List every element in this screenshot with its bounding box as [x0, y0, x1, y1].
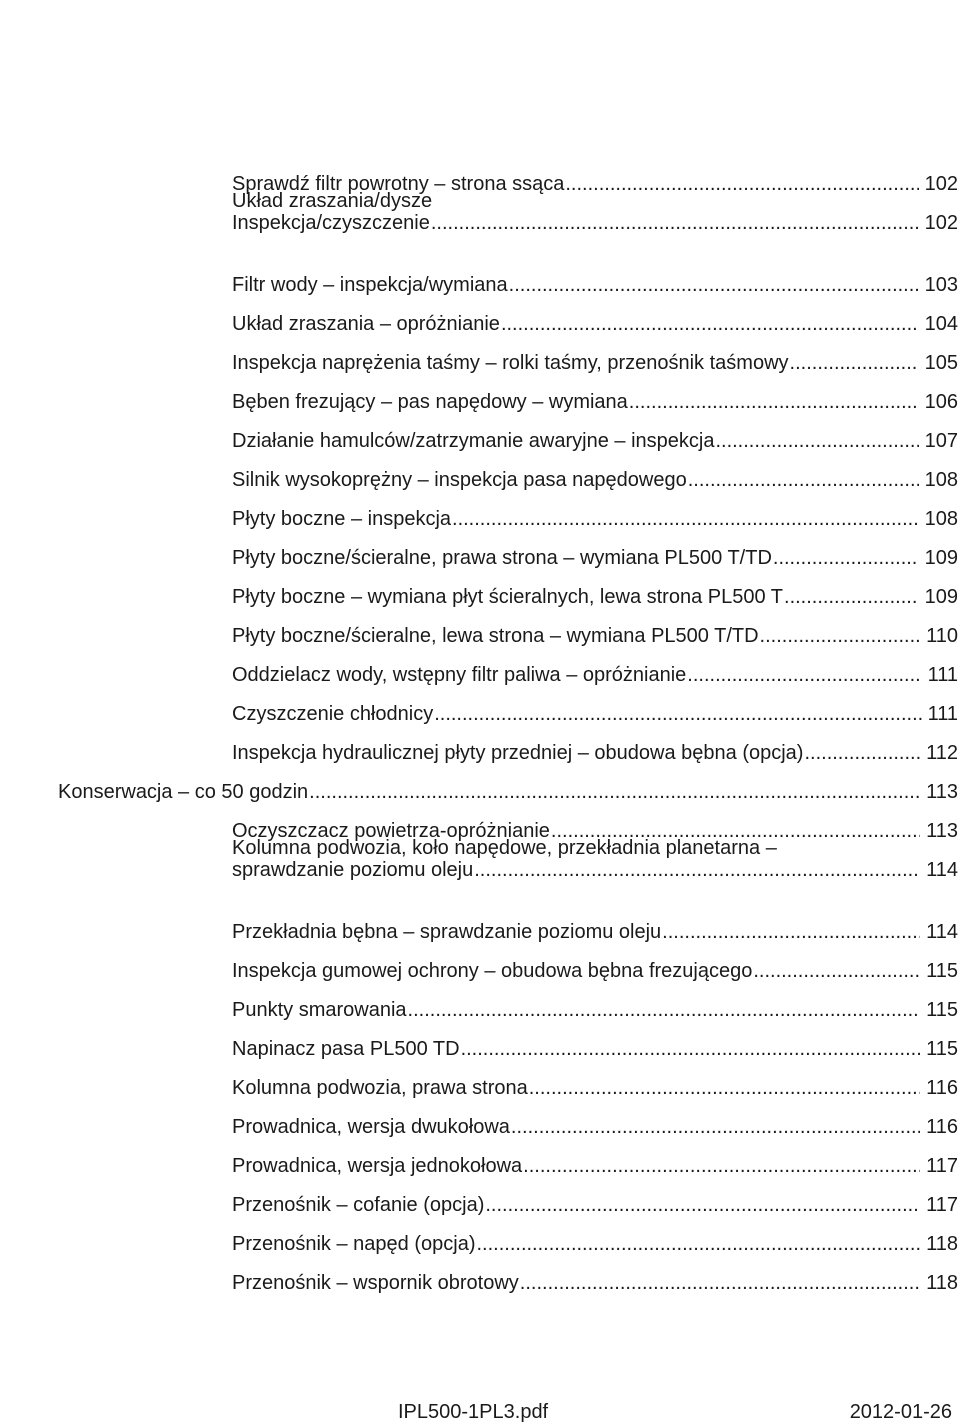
toc-entry[interactable] [232, 1038, 958, 1060]
toc-dot-leader [804, 742, 920, 764]
toc-dot-leader [753, 960, 920, 982]
toc-dot-leader [520, 1272, 920, 1294]
toc-entry-title: Przenośnik – cofanie (opcja) [232, 1194, 485, 1216]
toc-entry-title: Inspekcja naprężenia taśmy – rolki taśmy, przenośnik taśmowy [232, 352, 789, 374]
toc-dot-leader [501, 313, 919, 335]
toc-entry[interactable] [232, 742, 958, 764]
toc-entry[interactable] [232, 664, 958, 686]
toc-entry[interactable] [232, 960, 958, 982]
toc-entry-title: sprawdzanie poziomu oleju [232, 859, 474, 881]
toc-page-number: 111 [927, 703, 958, 725]
toc-page-number: 106 [924, 391, 958, 413]
toc-entry-title: Płyty boczne – inspekcja [232, 508, 452, 530]
toc-entry[interactable] [232, 837, 958, 881]
toc-page-number: 113 [926, 781, 958, 803]
toc-entry[interactable] [232, 1155, 958, 1177]
toc-dot-leader [773, 547, 919, 569]
toc-entry[interactable] [232, 430, 958, 452]
toc-entry-title: Napinacz pasa PL500 TD [232, 1038, 460, 1060]
toc-page-number: 116 [926, 1116, 958, 1138]
toc-dot-leader [434, 703, 921, 725]
toc-page-number: 102 [924, 212, 958, 234]
toc-entry-title: Czyszczenie chłodnicy [232, 703, 434, 725]
toc-dot-leader [476, 1233, 920, 1255]
toc-entry-title: Filtr wody – inspekcja/wymiana [232, 274, 508, 296]
toc-entry[interactable] [232, 547, 958, 569]
toc-page-number: 114 [926, 921, 958, 943]
toc-page-number: 118 [926, 1233, 958, 1255]
toc-entry[interactable] [232, 625, 958, 647]
toc-page-number: 108 [924, 469, 958, 491]
toc-page-number: 116 [926, 1077, 958, 1099]
toc-dot-leader [431, 212, 919, 234]
toc-dot-leader [523, 1155, 920, 1177]
toc-entry-title: Punkty smarowania [232, 999, 407, 1021]
toc-entry[interactable] [232, 1194, 958, 1216]
toc-entry-title: Przekładnia bębna – sprawdzanie poziomu oleju [232, 921, 662, 943]
toc-entry-title: Płyty boczne/ścieralne, prawa strona – wymiana PL500 T/TD [232, 547, 772, 569]
toc-dot-leader [687, 664, 921, 686]
toc-dot-leader [529, 1077, 920, 1099]
toc-entry[interactable] [232, 508, 958, 530]
toc-entry[interactable] [232, 313, 958, 335]
toc-page-number: 107 [924, 430, 958, 452]
toc-entry[interactable] [232, 586, 958, 608]
toc-page-number: 118 [926, 1272, 958, 1294]
toc-entry[interactable] [232, 921, 958, 943]
toc-dot-leader [309, 781, 920, 803]
toc-entry-title: Układ zraszania – opróżnianie [232, 313, 500, 335]
toc-dot-leader [408, 999, 921, 1021]
toc-entry[interactable] [232, 1116, 958, 1138]
toc-entry-title: Przenośnik – wspornik obrotowy [232, 1272, 519, 1294]
toc-dot-leader [629, 391, 919, 413]
toc-entry[interactable] [232, 190, 958, 234]
toc-entry-title: Oddzielacz wody, wstępny filtr paliwa – opróżnianie [232, 664, 687, 686]
toc-page-number: 110 [926, 625, 958, 647]
page-footer [0, 1400, 960, 1424]
toc-entry[interactable] [232, 469, 958, 491]
footer-date: 2012-01-26 [849, 1401, 952, 1423]
toc-entry-title: Prowadnica, wersja dwukołowa [232, 1116, 510, 1138]
toc-entry[interactable] [232, 352, 958, 374]
toc-entry-title: Inspekcja hydraulicznej płyty przedniej – obudowa bębna (opcja) [232, 742, 804, 764]
toc-entry-title: Płyty boczne/ścieralne, lewa strona – wymiana PL500 T/TD [232, 625, 759, 647]
toc-dot-leader [452, 508, 919, 530]
toc-dot-leader [784, 586, 919, 608]
toc-page-number: 112 [926, 742, 958, 764]
toc-page-number: 117 [926, 1155, 958, 1177]
toc-entry[interactable] [232, 1233, 958, 1255]
toc-entry-title: Silnik wysokoprężny – inspekcja pasa napędowego [232, 469, 687, 491]
toc-page-number: 104 [924, 313, 958, 335]
toc-page-number: 111 [927, 664, 958, 686]
toc-dot-leader [760, 625, 921, 647]
toc-entry-title: Oczyszczacz powietrza-opróżnianie [232, 820, 550, 842]
toc-dot-leader [662, 921, 920, 943]
toc-page-number: 108 [924, 508, 958, 530]
toc-entry-title: Kolumna podwozia, prawa strona [232, 1077, 528, 1099]
toc-dot-leader [474, 859, 920, 881]
toc-entry-title: Inspekcja/czyszczenie [232, 212, 430, 234]
toc-entry-title: Prowadnica, wersja jednokołowa [232, 1155, 523, 1177]
toc-entry-title: Bęben frezujący – pas napędowy – wymiana [232, 391, 628, 413]
toc-entry[interactable] [232, 274, 958, 296]
toc-page-number: 109 [924, 586, 958, 608]
toc-page-number: 105 [924, 352, 958, 374]
toc-entry-title: Inspekcja gumowej ochrony – obudowa bębna frezującego [232, 960, 753, 982]
toc-entry-title: Konserwacja – co 50 godzin [58, 781, 309, 803]
toc-dot-leader [790, 352, 919, 374]
toc-entry-title: Przenośnik – napęd (opcja) [232, 1233, 476, 1255]
toc-page-number: 103 [924, 274, 958, 296]
toc-page-number: 115 [926, 1038, 958, 1060]
toc-page-number: 109 [924, 547, 958, 569]
toc-page-number: 114 [926, 859, 958, 881]
toc-entry[interactable] [58, 781, 958, 803]
toc-entry-title: Sprawdź filtr powrotny – strona ssąca [232, 173, 565, 195]
toc-dot-leader [511, 1116, 920, 1138]
toc-dot-leader [509, 274, 919, 296]
toc-entry-title: Płyty boczne – wymiana płyt ścieralnych, lewa strona PL500 T [232, 586, 784, 608]
toc-dot-leader [688, 469, 919, 491]
toc-entry[interactable] [232, 391, 958, 413]
toc-entry-title-line: Kolumna podwozia, koło napędowe, przekładnia planetarna – [232, 837, 777, 859]
toc-entry-title: Działanie hamulców/zatrzymanie awaryjne – inspekcja [232, 430, 715, 452]
toc-page-number: 117 [926, 1194, 958, 1216]
toc-entry-title-line: Układ zraszania/dysze [232, 190, 433, 212]
toc-entry[interactable] [232, 1272, 958, 1294]
toc-dot-leader [715, 430, 918, 452]
toc-page-number: 113 [926, 820, 958, 842]
toc-dot-leader [461, 1038, 921, 1060]
toc-page-number: 115 [926, 960, 958, 982]
toc-entry[interactable] [232, 999, 958, 1021]
toc-page-number: 102 [924, 173, 958, 195]
toc-page-number: 115 [926, 999, 958, 1021]
toc-entry[interactable] [232, 703, 958, 725]
toc-dot-leader [485, 1194, 920, 1216]
toc-entry[interactable] [232, 1077, 958, 1099]
footer-filename: IPL500-1PL3.pdf [398, 1401, 549, 1423]
